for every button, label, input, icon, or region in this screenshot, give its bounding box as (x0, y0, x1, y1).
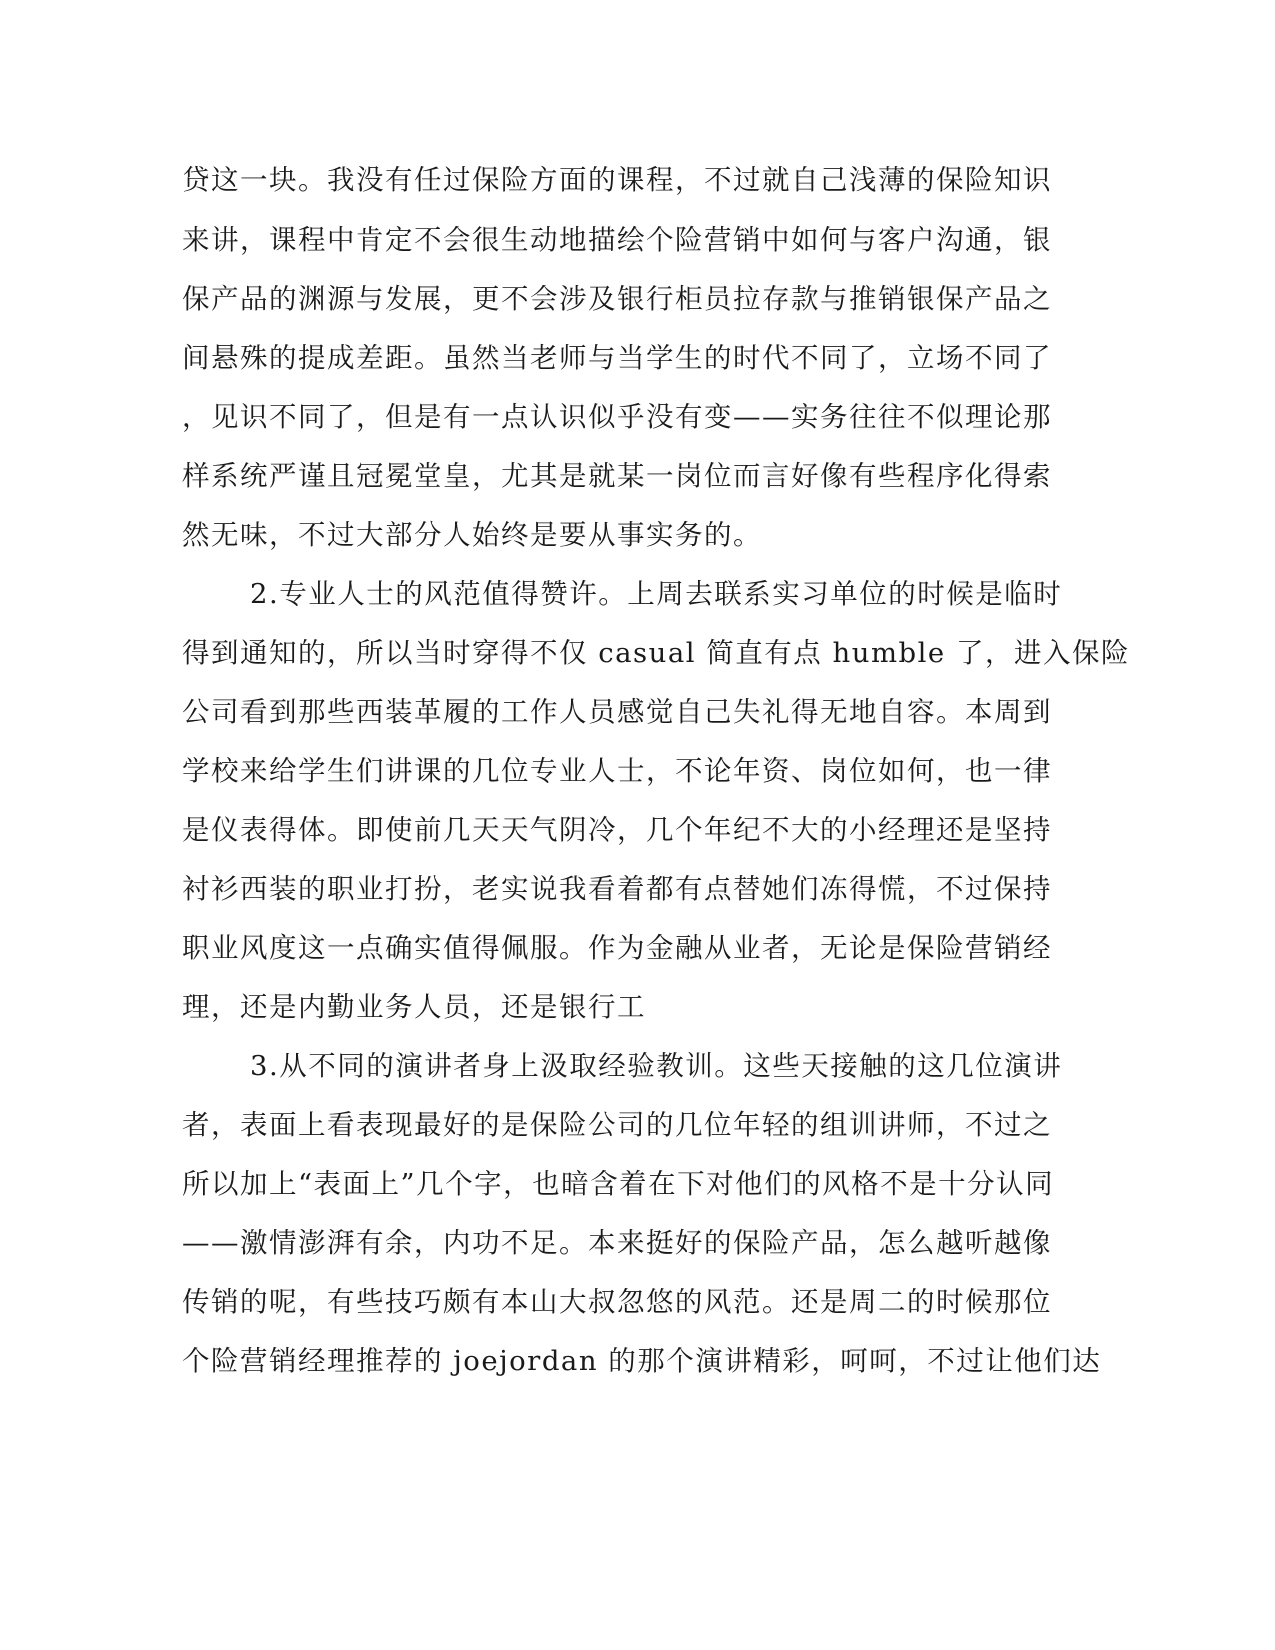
text-line: 来讲，课程中肯定不会很生动地描绘个险营销中如何与客户沟通，银 (182, 224, 1052, 256)
text-line: 然无味，不过大部分人始终是要从事实务的。 (182, 519, 762, 551)
paragraph-3-first-line: 3.从不同的演讲者身上汲取经验教训。这些天接触的这几位演讲 (250, 1050, 1063, 1082)
text-line: 得到通知的，所以当时穿得不仅 casual 简直有点 humble 了，进入保险 (182, 637, 1130, 669)
text-line: 职业风度这一点确实值得佩服。作为金融从业者，无论是保险营销经 (182, 932, 1052, 964)
text-line: 贷这一块。我没有任过保险方面的课程，不过就自己浅薄的保险知识 (182, 164, 1052, 196)
text-line: 保产品的渊源与发展，更不会涉及银行柜员拉存款与推销银保产品之 (182, 283, 1052, 315)
text-line: 衬衫西装的职业打扮，老实说我看着都有点替她们冻得慌，不过保持 (182, 873, 1052, 905)
text-line: ——激情澎湃有余，内功不足。本来挺好的保险产品，怎么越听越像 (182, 1227, 1052, 1259)
text-line: 者，表面上看表现最好的是保险公司的几位年轻的组训讲师，不过之 (182, 1109, 1052, 1141)
paragraph-2-first-line: 2.专业人士的风范值得赞许。上周去联系实习单位的时候是临时 (250, 578, 1063, 610)
text-line: 传销的呢，有些技巧颇有本山大叔忽悠的风范。还是周二的时候那位 (182, 1286, 1052, 1318)
text-line: 学校来给学生们讲课的几位专业人士，不论年资、岗位如何，也一律 (182, 755, 1052, 787)
text-line: 公司看到那些西装革履的工作人员感觉自己失礼得无地自容。本周到 (182, 696, 1052, 728)
text-line: 是仪表得体。即使前几天天气阴冷，几个年纪不大的小经理还是坚持 (182, 814, 1052, 846)
text-line: 间悬殊的提成差距。虽然当老师与当学生的时代不同了，立场不同了 (182, 342, 1052, 374)
text-line: ，见识不同了，但是有一点认识似乎没有变——实务往往不似理论那 (182, 401, 1052, 433)
text-line: 理，还是内勤业务人员，还是银行工 (182, 991, 646, 1023)
text-line: 样系统严谨且冠冕堂皇，尤其是就某一岗位而言好像有些程序化得索 (182, 460, 1052, 492)
text-line: 所以加上“表面上”几个字，也暗含着在下对他们的风格不是十分认同 (182, 1168, 1055, 1200)
text-line: 个险营销经理推荐的 joejordan 的那个演讲精彩，呵呵，不过让他们达 (182, 1345, 1102, 1377)
